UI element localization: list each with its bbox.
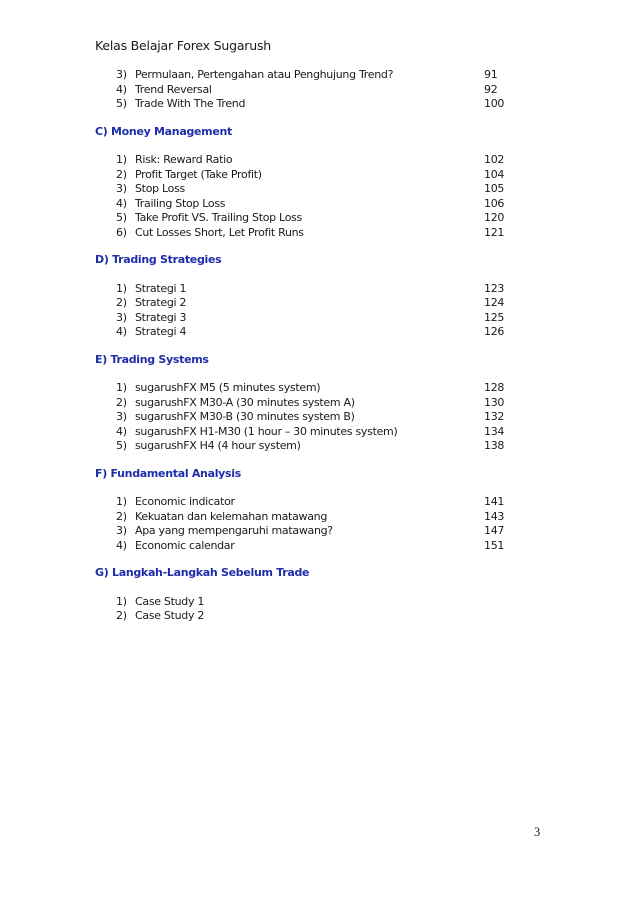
toc-entry-title: sugarushFX M30-B (30 minutes system B) [135,410,355,423]
toc-entry-title: Apa yang mempengaruhi matawang? [135,524,333,537]
toc-entry-number: 3) [116,310,127,324]
toc-entry [95,609,515,624]
toc-entry-number: 1) [116,495,127,508]
toc-entry-number: 1) [116,153,127,166]
toc-entry-title: Stop Loss [135,182,185,195]
toc-entry-title: Case Study 1 [135,594,205,608]
toc-entry-page: 126 [484,325,505,338]
toc-entry-page: 120 [484,211,505,224]
toc-entry-page: 128 [484,381,505,394]
toc-entry-title: Case Study 2 [135,609,205,622]
toc-entry-page: 124 [484,296,505,309]
toc-entry-number: 2) [116,167,127,181]
toc-entry-number: 2) [116,509,127,523]
toc-entry-number: 4) [116,325,127,338]
toc-entry-number: 2) [116,609,127,622]
toc-entry [95,68,515,83]
toc-entry [95,282,515,297]
toc-entry [95,97,515,112]
toc-entry-page: 130 [484,395,505,409]
toc-entry-page: 151 [484,538,505,552]
toc-entry-number: 6) [116,225,127,239]
toc-entry [95,396,515,411]
toc-entry-page: 147 [484,524,505,537]
toc-entry-title: sugarushFX H4 (4 hour system) [135,439,301,452]
toc-entry-number: 4) [116,82,127,96]
toc-entry-title: Cut Losses Short, Let Profit Runs [135,225,304,239]
toc-entry-page: 121 [484,225,505,239]
toc-entry [95,226,515,241]
toc-entry [95,595,515,610]
toc-entry [95,439,515,454]
toc-entry-number: 5) [116,439,127,452]
toc-entry-title: Economic indicator [135,495,235,508]
toc-entry-number: 4) [116,424,127,438]
toc-entry [95,524,515,539]
toc-entry [95,197,515,212]
toc-entry-title: sugarushFX H1-M30 (1 hour – 30 minutes system) [135,424,398,438]
toc-entry-title: Risk: Reward Ratio [135,153,233,166]
toc-entry-title: Strategi 1 [135,281,187,295]
toc-entry-page: 100 [484,97,505,110]
toc-entry-page: 105 [484,182,505,195]
toc-entry-page: 132 [484,410,505,423]
toc-entry-title: Strategi 4 [135,325,187,338]
toc-entry-number: 3) [116,182,127,195]
toc-entry-title: Profit Target (Take Profit) [135,167,262,181]
toc-entry [95,425,515,440]
section-heading: F) Fundamental Analysis [95,466,242,480]
toc-entry [95,381,515,396]
toc-entry-page: 123 [484,281,505,295]
toc-entry-page: 92 [484,82,498,96]
toc-entry-title: Trend Reversal [135,82,212,96]
toc-entry-page: 143 [484,509,505,523]
toc-entry-page: 125 [484,310,505,324]
toc-entry-title: sugarushFX M5 (5 minutes system) [135,381,321,394]
toc-entry-number: 5) [116,211,127,224]
page-number: 3 [534,825,541,839]
toc-entry [95,539,515,554]
toc-entry-number: 2) [116,395,127,409]
toc-entry [95,325,515,340]
running-header: Kelas Belajar Forex Sugarush [95,38,271,53]
toc-entry [95,495,515,510]
toc-entry-number: 5) [116,97,127,110]
toc-entry [95,211,515,226]
table-of-contents [95,68,515,637]
toc-entry-title: Strategi 2 [135,296,187,309]
toc-entry-title: Trade With The Trend [135,97,246,110]
toc-entry-number: 1) [116,594,127,608]
toc-entry-page: 104 [484,167,505,181]
toc-entry-page: 141 [484,495,505,508]
toc-entry-page: 102 [484,153,505,166]
toc-entry-page: 91 [484,68,498,81]
toc-entry-title: Strategi 3 [135,310,187,324]
section-heading: E) Trading Systems [95,352,209,366]
section-heading: C) Money Management [95,124,232,138]
toc-entry-page: 106 [484,196,505,210]
toc-entry [95,153,515,168]
toc-entry-title: Economic calendar [135,538,235,552]
toc-entry [95,311,515,326]
toc-entry-number: 3) [116,68,127,81]
toc-entry-number: 4) [116,196,127,210]
toc-entry-title: Kekuatan dan kelemahan matawang [135,509,327,523]
toc-entry-page: 134 [484,424,505,438]
toc-entry-number: 1) [116,381,127,394]
section-heading: G) Langkah-Langkah Sebelum Trade [95,566,310,579]
toc-entry-title: sugarushFX M30-A (30 minutes system A) [135,395,355,409]
toc-entry-page: 138 [484,439,505,452]
toc-entry-title: Permulaan, Pertengahan atau Penghujung Trend? [135,68,394,81]
toc-entry [95,168,515,183]
toc-entry-number: 1) [116,281,127,295]
toc-entry-number: 3) [116,524,127,537]
toc-entry-number: 2) [116,296,127,309]
toc-entry-title: Take Profit VS. Trailing Stop Loss [135,211,302,224]
toc-entry-number: 4) [116,538,127,552]
toc-entry [95,296,515,311]
toc-entry [95,182,515,197]
toc-entry [95,83,515,98]
toc-entry-title: Trailing Stop Loss [135,196,226,210]
toc-entry-number: 3) [116,410,127,423]
section-heading: D) Trading Strategies [95,253,222,266]
toc-entry [95,510,515,525]
toc-entry [95,410,515,425]
